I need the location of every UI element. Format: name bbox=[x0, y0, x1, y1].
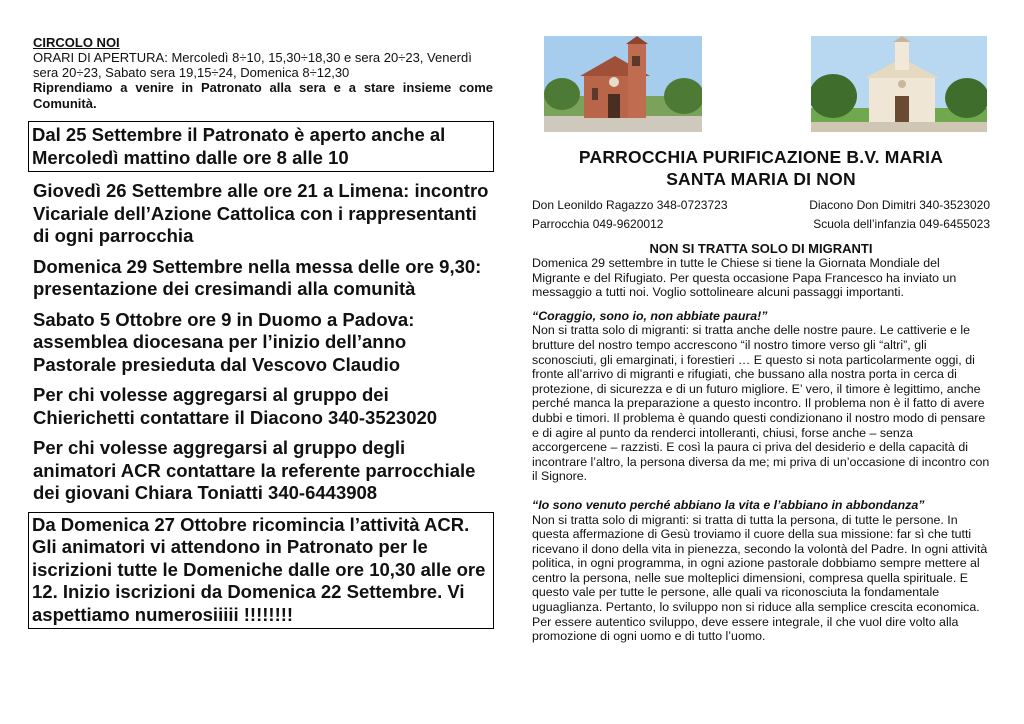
parish-title bbox=[532, 146, 990, 190]
left-column bbox=[33, 35, 493, 629]
circolo-title: CIRCOLO NOI bbox=[33, 35, 120, 50]
church-photos bbox=[532, 36, 990, 136]
notice-patronato-wednesday: Dal 25 Settembre il Patronato è aperto anche al Mercoledì mattino dalle ore 8 alle 10 bbox=[28, 121, 494, 172]
contact-priest: Don Leonildo Ragazzo 348-0723723 bbox=[532, 198, 728, 212]
parish-name-line2: SANTA MARIA DI NON bbox=[666, 169, 856, 189]
contacts-row-1 bbox=[532, 196, 990, 215]
article-quote-2: “Io sono venuto perché abbiano la vita e l’abbiano in abbondanza” bbox=[532, 497, 925, 512]
church-photo-brick bbox=[544, 36, 702, 132]
notice-acr-registration: Da Domenica 27 Ottobre ricomincia l’attività ACR. Gli animatori vi attendono in Patronato per le iscrizioni tutte le Domeniche dalle ore 10,30 alle ore 12. Inizio iscrizioni da Domenica 22 Settembre. Vi aspettiamo numerosiiiii !!!!!!!! bbox=[28, 512, 494, 630]
article-quote-1: “Coraggio, sono io, non abbiate paura!” bbox=[532, 308, 768, 323]
article-paragraph-1: Non si tratta solo di migranti: si tratta anche delle nostre paure. Le cattiverie e le brutture del nostro tempo accrescono “il nostro timore verso gli “altri”, gli sconosciuti, gli emarginati, i forestieri … E questo si nota particolarmente oggi, di fronte all’arrivo di migranti e rifugiati, che bussano alla nostra porta in cerca di protezione, di sicurezza e di un futuro migliore. E’ vero, il timore è legittimo, anche perché manca la preparazione a questo incontro. Il problema non è il fatto di avere dubbi e timori. Il problema è quando questi condizionano il nostro modo di pensare e di agire al punto da renderci intolleranti, chiusi, forse anche – senza accorgercene – razzisti. E così la paura ci priva del desiderio e della capacità di incontrare l’altro, la persona diversa da me; mi priva di un’occasione di incontro con il Signore. bbox=[532, 323, 990, 484]
article-intro: Domenica 29 settembre in tutte le Chiese si tiene la Giornata Mondiale del Migrante e del Rifugiato. Per questa occasione Papa Francesco ha inviato un messaggio a tutti noi. Voglio sottolineare alcuni passaggi importanti. bbox=[532, 256, 957, 300]
notice-acr-animators: Per chi volesse aggregarsi al gruppo degli animatori ACR contattare la referente parrocchiale dei giovani Chiara Toniatti 340-6443908 bbox=[33, 437, 476, 503]
opening-hours: ORARI DI APERTURA: Mercoledì 8÷10, 15,30÷18,30 e sera 20÷23, Venerdì sera 20÷23, Sabato sera 19,15÷24, Domenica 8÷12,30 bbox=[33, 50, 472, 80]
notice-altar-servers: Per chi volesse aggregarsi al gruppo dei Chierichetti contattare il Diacono 340-3523020 bbox=[33, 384, 438, 428]
invite-text: Riprendiamo a venire in Patronato alla sera e a stare insieme come Comunità. bbox=[33, 80, 493, 111]
contacts-row-2 bbox=[532, 215, 990, 234]
notice-confirmation-presentation: Domenica 29 Settembre nella messa delle ore 9,30: presentazione dei cresimandi alla comunità bbox=[33, 255, 482, 299]
contact-school-phone: Scuola dell’infanzia 049-6455023 bbox=[813, 217, 990, 231]
article-title: NON SI TRATTA SOLO DI MIGRANTI bbox=[649, 241, 873, 256]
church-photo-white bbox=[811, 36, 987, 132]
right-column bbox=[532, 36, 990, 644]
article-paragraph-2: Non si tratta solo di migranti: si tratta di tutta la persona, di tutte le persone. In questa affermazione di Gesù troviamo il cuore della sua missione: far sì che tutti ricevano il dono della vita in pienezza, secondo la volontà del Padre. In ogni attività politica, in ogni programma, in ogni azione pastorale dobbiamo sempre mettere al centro la persona, nelle sue molteplici dimensioni, compresa quella spirituale. E questo vale per tutte le persone, alle quali va riconosciuta la fondamentale uguaglianza. Pertanto, lo sviluppo non si riduce alla semplice crescita economica. Per essere autentico sviluppo, deve essere integrale, il che vuol dire volto alla promozione di ogni uomo e di tutto l’uomo. bbox=[532, 512, 988, 644]
contacts bbox=[532, 196, 990, 234]
contact-deacon: Diacono Don Dimitri 340-3523020 bbox=[809, 198, 990, 212]
parish-name-line1: PARROCCHIA PURIFICAZIONE B.V. MARIA bbox=[578, 147, 944, 167]
notice-diocesan-assembly: Sabato 5 Ottobre ore 9 in Duomo a Padova: assemblea diocesana per l’inizio dell’anno Pastorale presieduta dal Vescovo Claudio bbox=[33, 308, 415, 375]
contact-parish-phone: Parrocchia 049-9620012 bbox=[532, 217, 664, 231]
notice-vicariate-meeting: Giovedì 26 Settembre alle ore 21 a Limena: incontro Vicariale dell’Azione Cattolica con i rappresentanti di ogni parrocchia bbox=[33, 180, 489, 246]
